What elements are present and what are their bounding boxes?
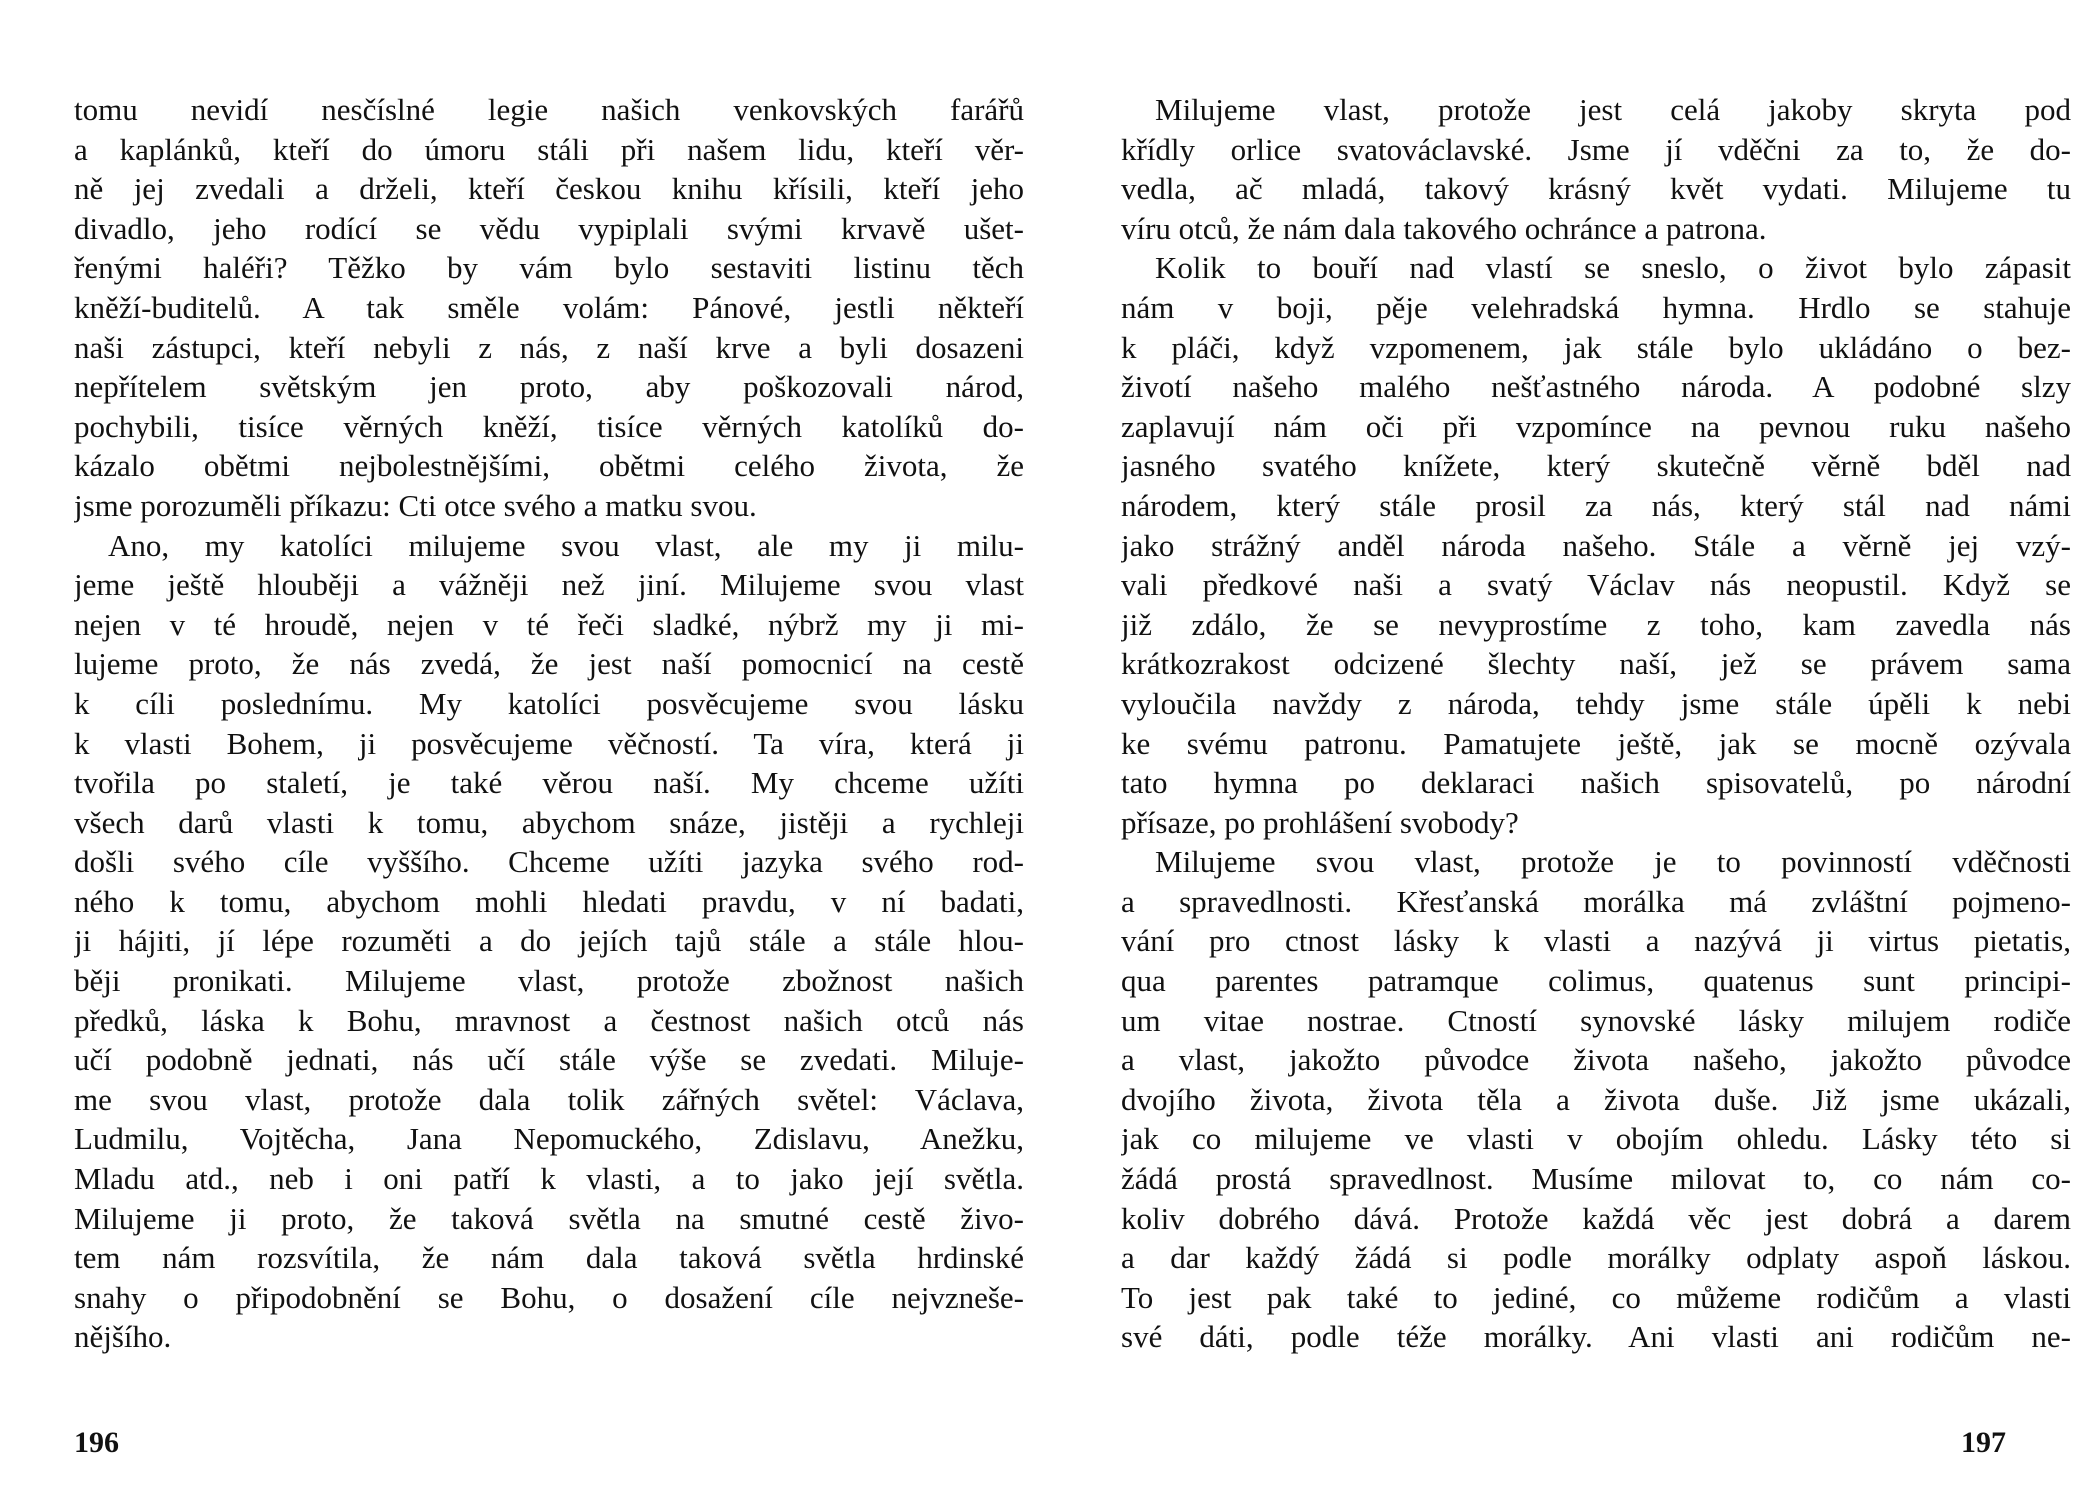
text-line: qua parentes patramque colimus, quatenus sunt principi- — [1121, 963, 2071, 999]
text-line: ji hájiti, jí lépe rozuměti a do jejích tajů stále a stále hlou- — [74, 923, 1024, 959]
text-line: přísaze, po prohlášení svobody? — [1121, 804, 1519, 840]
text-line: předků, láska k Bohu, mravnost a čestnost našich otců nás — [74, 1002, 1024, 1038]
text-line: tvořila po staletí, je také věrou naší. My chceme užíti — [74, 765, 1024, 801]
text-line: jako strážný anděl národa našeho. Stále a věrně jej vzý- — [1121, 527, 2071, 563]
text-line: všech darů vlasti k tomu, abychom snáze, jistěji a rychleji — [74, 804, 1024, 840]
text-line: a dar každý žádá si podle morálky odplaty aspoň láskou. — [1121, 1240, 2071, 1276]
text-line: žádá prostá spravedlnost. Musíme milovat to, co nám co- — [1121, 1161, 2071, 1197]
text-line: jsme porozuměli příkazu: Cti otce svého a matku svou. — [74, 487, 757, 523]
text-line: kněží-buditelů. A tak směle volám: Pánové, jestli někteří — [74, 289, 1024, 325]
text-line: životí našeho malého nešťastného národa. A podobné slzy — [1121, 369, 2071, 405]
text-line: vali předkové naši a svatý Václav nás neopustil. Když se — [1121, 567, 2071, 603]
right-page — [1121, 90, 2071, 1390]
text-line: a vlast, jakožto původce života našeho, jakožto původce — [1121, 1042, 2071, 1078]
text-line: me svou vlast, protože dala tolik zářných světel: Václava, — [74, 1081, 1024, 1117]
text-line: národem, který stále prosil za nás, který stál nad námi — [1121, 487, 2071, 523]
text-line: tem nám rozsvítila, že nám dala taková světla hrdinské — [74, 1240, 1024, 1276]
text-line: nepřítelem světským jen proto, aby poškozovali národ, — [74, 369, 1024, 405]
text-line: křídly orlice svatováclavské. Jsme jí vděčni za to, že do- — [1121, 131, 2071, 167]
text-line: k vlasti Bohem, ji posvěcujeme věčností. Ta víra, která ji — [74, 725, 1024, 761]
text-line: Mladu atd., neb i oni patří k vlasti, a to jako její světla. — [74, 1161, 1024, 1197]
text-line: koliv dobrého dává. Protože každá věc jest dobrá a darem — [1121, 1200, 2071, 1236]
text-line: ke svému patronu. Pamatujete ještě, jak se mocně ozývala — [1121, 725, 2071, 761]
text-line: kázalo obětmi nejbolestnějšími, obětmi celého života, že — [74, 448, 1024, 484]
text-line: Kolik to bouří nad vlastí se sneslo, o život bylo zápasit — [1155, 250, 2071, 286]
text-line: víru otců, že nám dala takového ochránce a patrona. — [1121, 210, 1767, 246]
right-page-number: 197 — [1961, 1426, 2006, 1459]
text-line: došli svého cíle vyššího. Chceme užíti jazyka svého rod- — [74, 844, 1024, 880]
text-line: tato hymna po deklaraci našich spisovatelů, po národní — [1121, 765, 2071, 801]
text-line: a spravedlnosti. Křesťanská morálka má zvláštní pojmeno- — [1121, 883, 2071, 919]
text-line: jak co milujeme ve vlasti v obojím ohledu. Lásky této si — [1121, 1121, 2071, 1157]
left-page-number: 196 — [74, 1426, 119, 1459]
text-line: Milujeme ji proto, že taková světla na smutné cestě živo- — [74, 1200, 1024, 1236]
text-line: k pláči, když vzpomenem, jak stále bylo ukládáno o bez- — [1121, 329, 2071, 365]
text-line: snahy o připodobnění se Bohu, o dosažení cíle nejvzneše- — [74, 1279, 1024, 1315]
text-line: vedla, ač mladá, takový krásný květ vydati. Milujeme tu — [1121, 171, 2071, 207]
text-line: divadlo, jeho rodící se vědu vypiplali svými krvavě ušet- — [74, 210, 1024, 246]
text-line: jeme ještě hlouběji a vážněji než jiní. Milujeme svou vlast — [74, 567, 1024, 603]
text-line: ně jej zvedali a drželi, kteří českou knihu křísili, kteří jeho — [74, 171, 1024, 207]
left-page-text — [74, 90, 1024, 1390]
text-line: k cíli poslednímu. My katolíci posvěcujeme svou lásku — [74, 685, 1024, 721]
text-line: Milujeme vlast, protože jest celá jakoby skryta pod — [1155, 92, 2071, 127]
text-line: lujeme proto, že nás zvedá, že jest naší pomocnicí na cestě — [74, 646, 1024, 682]
text-line: Milujeme svou vlast, protože je to povinností vděčnosti — [1155, 844, 2071, 880]
right-page-text — [1121, 90, 2071, 1390]
text-line: Ludmilu, Vojtěcha, Jana Nepomuckého, Zdislavu, Anežku, — [74, 1121, 1024, 1157]
text-line: Ano, my katolíci milujeme svou vlast, ale my ji milu- — [108, 527, 1024, 563]
text-line: vyloučila navždy z národa, tehdy jsme stále úpěli k nebi — [1121, 685, 2071, 721]
text-line: pochybili, tisíce věrných kněží, tisíce věrných katolíků do- — [74, 408, 1024, 444]
text-line: zaplavují nám oči při vzpomínce na pevnou ruku našeho — [1121, 408, 2071, 444]
text-line: tomu nevidí nesčíslné legie našich venkovských farářů — [74, 92, 1024, 127]
text-line: jasného svatého knížete, který skutečně věrně bděl nad — [1121, 448, 2071, 484]
text-line: běji pronikati. Milujeme vlast, protože zbožnost našich — [74, 963, 1024, 999]
text-line: nám v boji, pěje velehradská hymna. Hrdlo se stahuje — [1121, 289, 2071, 325]
text-line: vání pro ctnost lásky k vlasti a nazývá ji virtus pietatis, — [1121, 923, 2071, 959]
text-line: a kaplánků, kteří do úmoru stáli při našem lidu, kteří věr- — [74, 131, 1024, 167]
text-line: učí podobně jednati, nás učí stále výše se zvedati. Miluje- — [74, 1042, 1024, 1078]
text-line: řenými haléři? Těžko by vám bylo sestaviti listinu těch — [74, 250, 1024, 286]
text-line: um vitae nostrae. Ctností synovské lásky milujem rodiče — [1121, 1002, 2071, 1038]
text-line: nějšího. — [74, 1319, 172, 1355]
text-line: nejen v té hroudě, nejen v té řeči sladké, nýbrž my ji mi- — [74, 606, 1024, 642]
left-page — [74, 90, 1024, 1390]
text-line: již zdálo, že se nevyprostíme z toho, kam zavedla nás — [1121, 606, 2071, 642]
text-line: krátkozrakost odcizené šlechty naší, jež se právem sama — [1121, 646, 2071, 682]
text-line: To jest pak také to jediné, co můžeme rodičům a vlasti — [1121, 1279, 2071, 1315]
text-line: dvojího života, života těla a života duše. Již jsme ukázali, — [1121, 1081, 2071, 1117]
text-line: své dáti, podle téže morálky. Ani vlasti ani rodičům ne- — [1121, 1319, 2071, 1355]
text-line: naši zástupci, kteří nebyli z nás, z naší krve a byli dosazeni — [74, 329, 1024, 365]
text-line: ného k tomu, abychom mohli hledati pravdu, v ní badati, — [74, 883, 1024, 919]
